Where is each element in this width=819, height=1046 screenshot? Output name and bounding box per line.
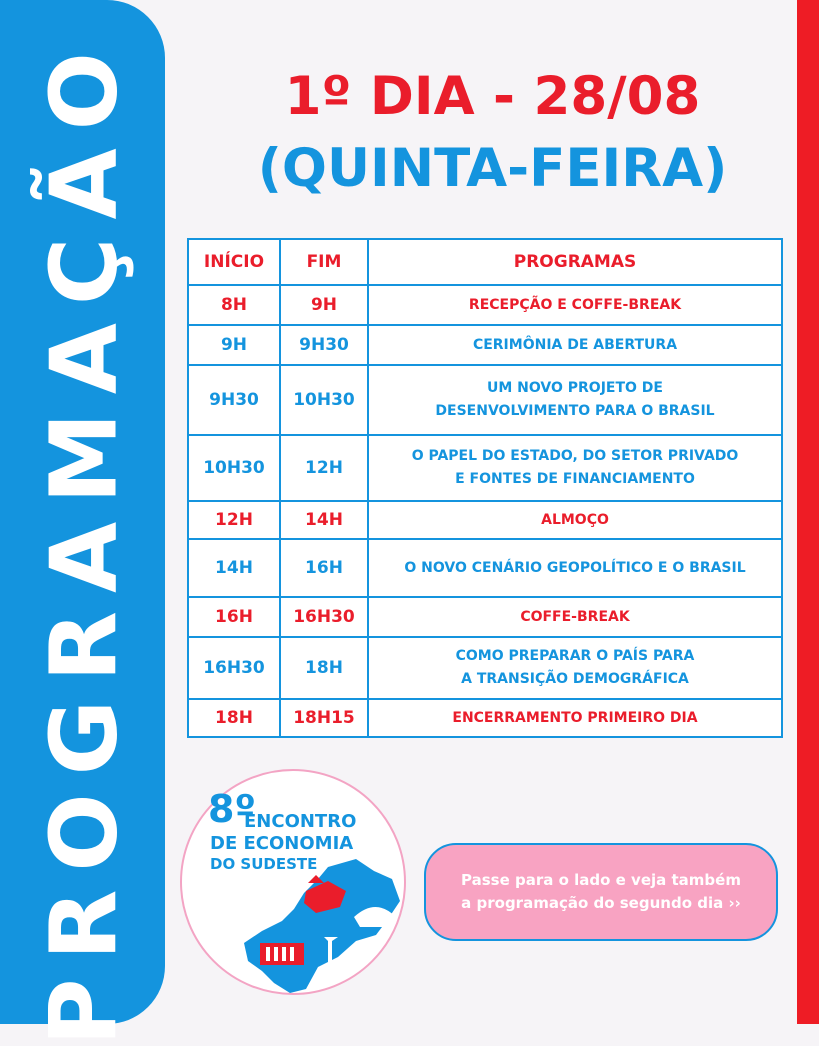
program-text: CERIMÔNIA DE ABERTURA [472, 336, 678, 353]
next-day-callout [424, 843, 778, 941]
row-start: 18H [188, 699, 280, 737]
vertical-title: PROGRAMAÇÃO [30, 34, 138, 1046]
logo-line-3: DO SUDESTE [210, 855, 318, 873]
program-text: UM NOVO PROJETO DE DESENVOLVIMENTO PARA O BRASIL [435, 380, 715, 419]
table-row [188, 699, 782, 737]
header-start: INÍCIO [188, 239, 280, 285]
row-program [368, 539, 782, 597]
program-text: ENCERRAMENTO PRIMEIRO DIA [452, 709, 698, 726]
row-end: 16H [280, 539, 368, 597]
table-row [188, 365, 782, 435]
header-program: PROGRAMAS [368, 239, 782, 285]
header-end: FIM [280, 239, 368, 285]
row-program [368, 501, 782, 539]
row-start: 16H30 [188, 637, 280, 699]
row-end: 10H30 [280, 365, 368, 435]
weekday-title: (QUINTA-FEIRA) [257, 138, 728, 199]
row-start: 8H [188, 285, 280, 325]
next-day-callout-text: Passe para o lado e veja também a programação do segundo dia ›› [461, 871, 741, 912]
table-header-row [188, 239, 782, 285]
row-program [368, 699, 782, 737]
row-start: 9H30 [188, 365, 280, 435]
table-row [188, 501, 782, 539]
row-program [368, 597, 782, 637]
program-text: COMO PREPARAR O PAÍS PARA A TRANSIÇÃO DEMOGRÁFICA [455, 648, 695, 687]
row-program [368, 435, 782, 501]
row-end: 18H [280, 637, 368, 699]
right-red-bar [797, 0, 819, 1024]
row-end: 16H30 [280, 597, 368, 637]
row-program [368, 365, 782, 435]
schedule-table [187, 238, 783, 738]
program-text: COFFE-BREAK [520, 608, 630, 625]
row-program [368, 285, 782, 325]
row-start: 10H30 [188, 435, 280, 501]
row-program [368, 325, 782, 365]
day-title: 1º DIA - 28/08 [284, 66, 701, 127]
row-start: 9H [188, 325, 280, 365]
row-end: 9H30 [280, 325, 368, 365]
row-start: 14H [188, 539, 280, 597]
row-start: 12H [188, 501, 280, 539]
program-text: RECEPÇÃO E COFFE-BREAK [468, 296, 682, 313]
row-program [368, 637, 782, 699]
row-start: 16H [188, 597, 280, 637]
row-end: 12H [280, 435, 368, 501]
logo-line-1: ENCONTRO [244, 811, 357, 832]
program-text: ALMOÇO [541, 511, 609, 528]
table-row [188, 325, 782, 365]
table-row [188, 285, 782, 325]
logo-number: 8º [208, 787, 256, 831]
table-row [188, 597, 782, 637]
program-text: O PAPEL DO ESTADO, DO SETOR PRIVADO E FONTES DE FINANCIAMENTO [411, 448, 739, 487]
row-end: 18H15 [280, 699, 368, 737]
logo-line-2: DE ECONOMIA [210, 833, 354, 854]
row-end: 14H [280, 501, 368, 539]
row-end: 9H [280, 285, 368, 325]
table-row [188, 435, 782, 501]
table-row [188, 539, 782, 597]
program-text: O NOVO CENÁRIO GEOPOLÍTICO E O BRASIL [404, 559, 746, 576]
table-row [188, 637, 782, 699]
event-logo [178, 767, 408, 997]
